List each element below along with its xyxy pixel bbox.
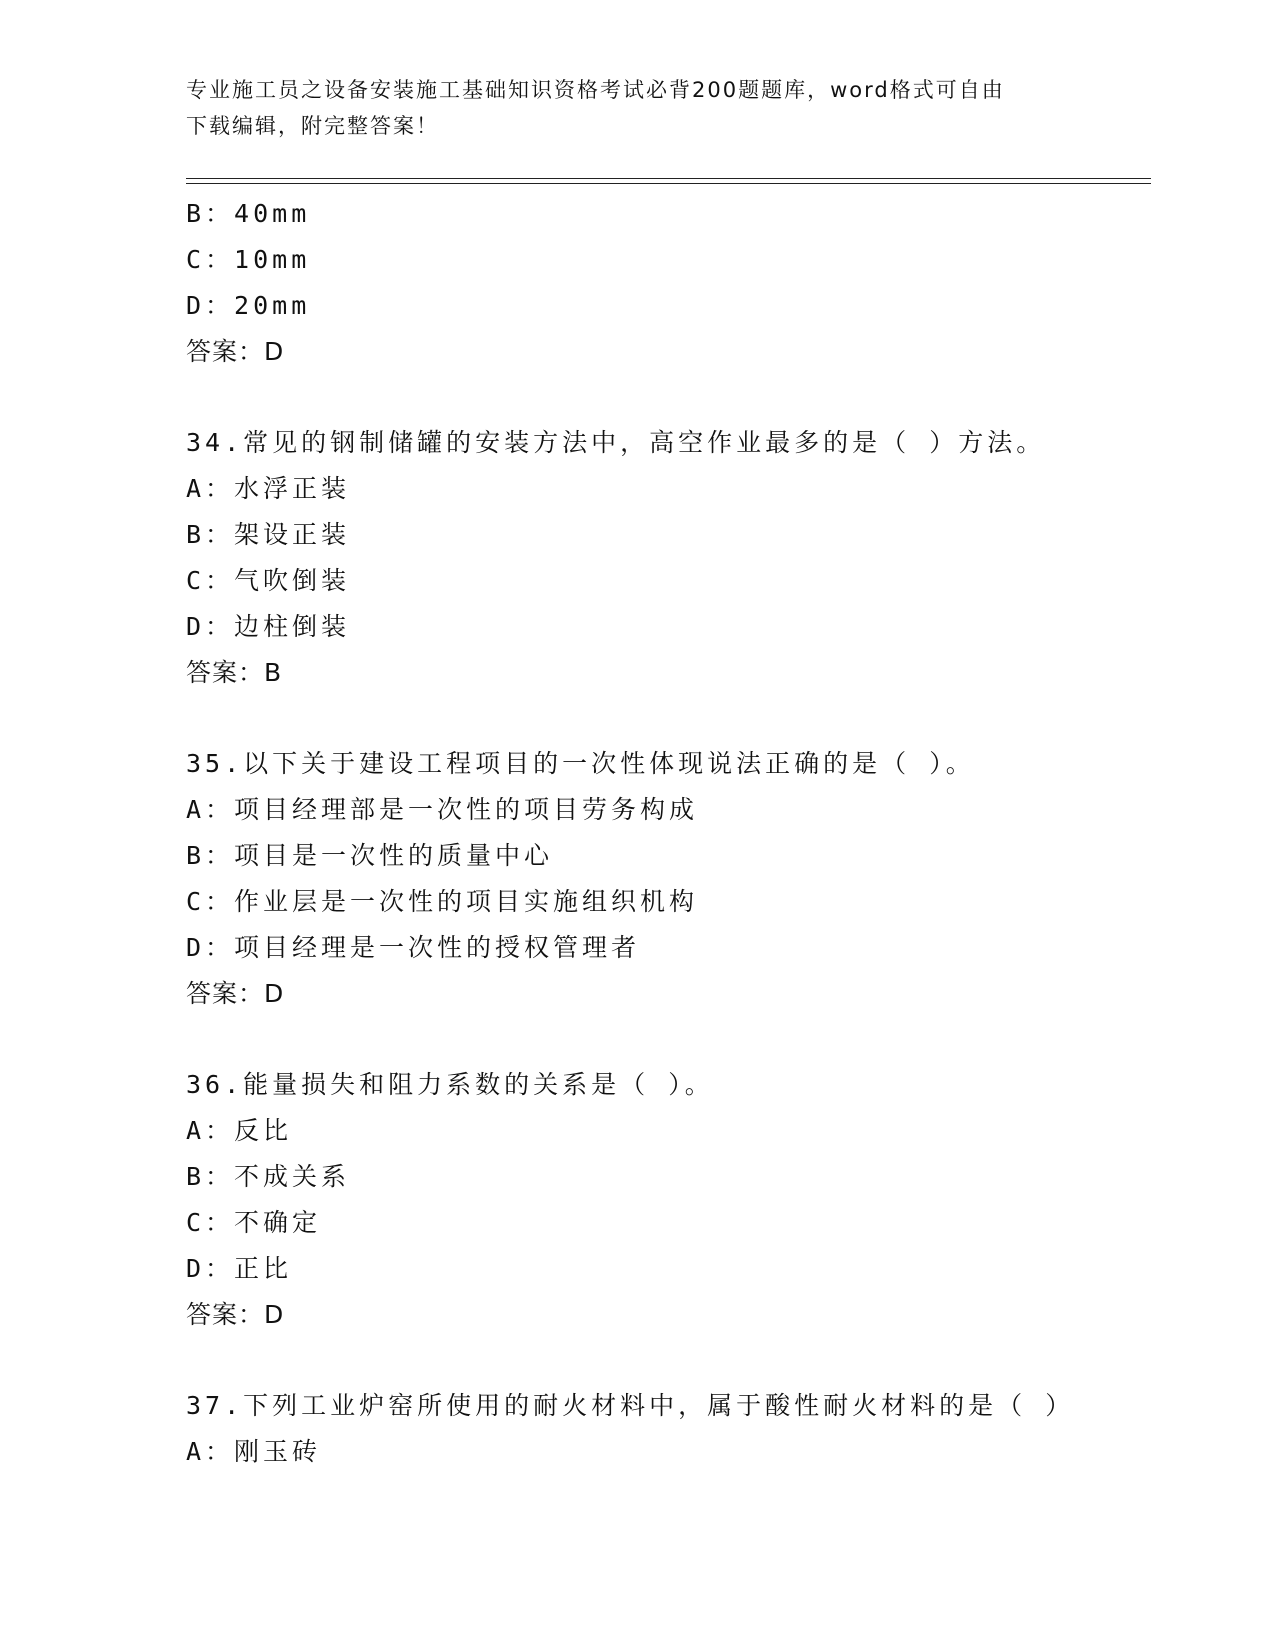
question-list: [186, 191, 1146, 1475]
question-37: [186, 1383, 1146, 1475]
option-a: A：刚玉砖: [186, 1437, 322, 1466]
question-stem: 36.能量损失和阻力系数的关系是（ ）。: [186, 1070, 714, 1099]
answer-line: 答案：D: [186, 1300, 285, 1329]
option-d: D：项目经理是一次性的授权管理者: [186, 933, 641, 962]
answer-line: 答案：D: [186, 979, 285, 1008]
question-34: [186, 420, 1146, 696]
header-line-1: 专业施工员之设备安装施工基础知识资格考试必背200题题库，word格式可自由: [186, 78, 1005, 102]
option-d: D：20mm: [186, 291, 311, 320]
question-fragment-33: [186, 191, 1146, 375]
option-b: B：架设正装: [186, 520, 351, 549]
option-a: A：反比: [186, 1116, 293, 1145]
answer-line: 答案：D: [186, 337, 285, 366]
header-line-2: 下载编辑，附完整答案！: [186, 114, 439, 138]
question-35: [186, 741, 1146, 1017]
question-36: [186, 1062, 1146, 1338]
header-divider-bottom: [186, 183, 1151, 184]
option-b: B：项目是一次性的质量中心: [186, 841, 554, 870]
option-c: C：气吹倒装: [186, 566, 351, 595]
option-a: A：项目经理部是一次性的项目劳务构成: [186, 795, 699, 824]
option-d: D：正比: [186, 1254, 293, 1283]
document-header: [186, 72, 1086, 144]
option-c: C：10mm: [186, 245, 311, 274]
option-c: C：作业层是一次性的项目实施组织机构: [186, 887, 699, 916]
option-b: B：不成关系: [186, 1162, 351, 1191]
option-a: A：水浮正装: [186, 474, 351, 503]
question-stem: 35.以下关于建设工程项目的一次性体现说法正确的是（ ）。: [186, 749, 975, 778]
question-stem: 37.下列工业炉窑所使用的耐火材料中，属于酸性耐火材料的是（ ）: [186, 1391, 1075, 1420]
header-divider-top: [186, 178, 1151, 179]
option-b: B：40mm: [186, 199, 311, 228]
question-stem: 34.常见的钢制储罐的安装方法中，高空作业最多的是（ ）方法。: [186, 428, 1046, 457]
option-d: D：边柱倒装: [186, 612, 351, 641]
option-c: C：不确定: [186, 1208, 322, 1237]
answer-line: 答案：B: [186, 658, 283, 687]
